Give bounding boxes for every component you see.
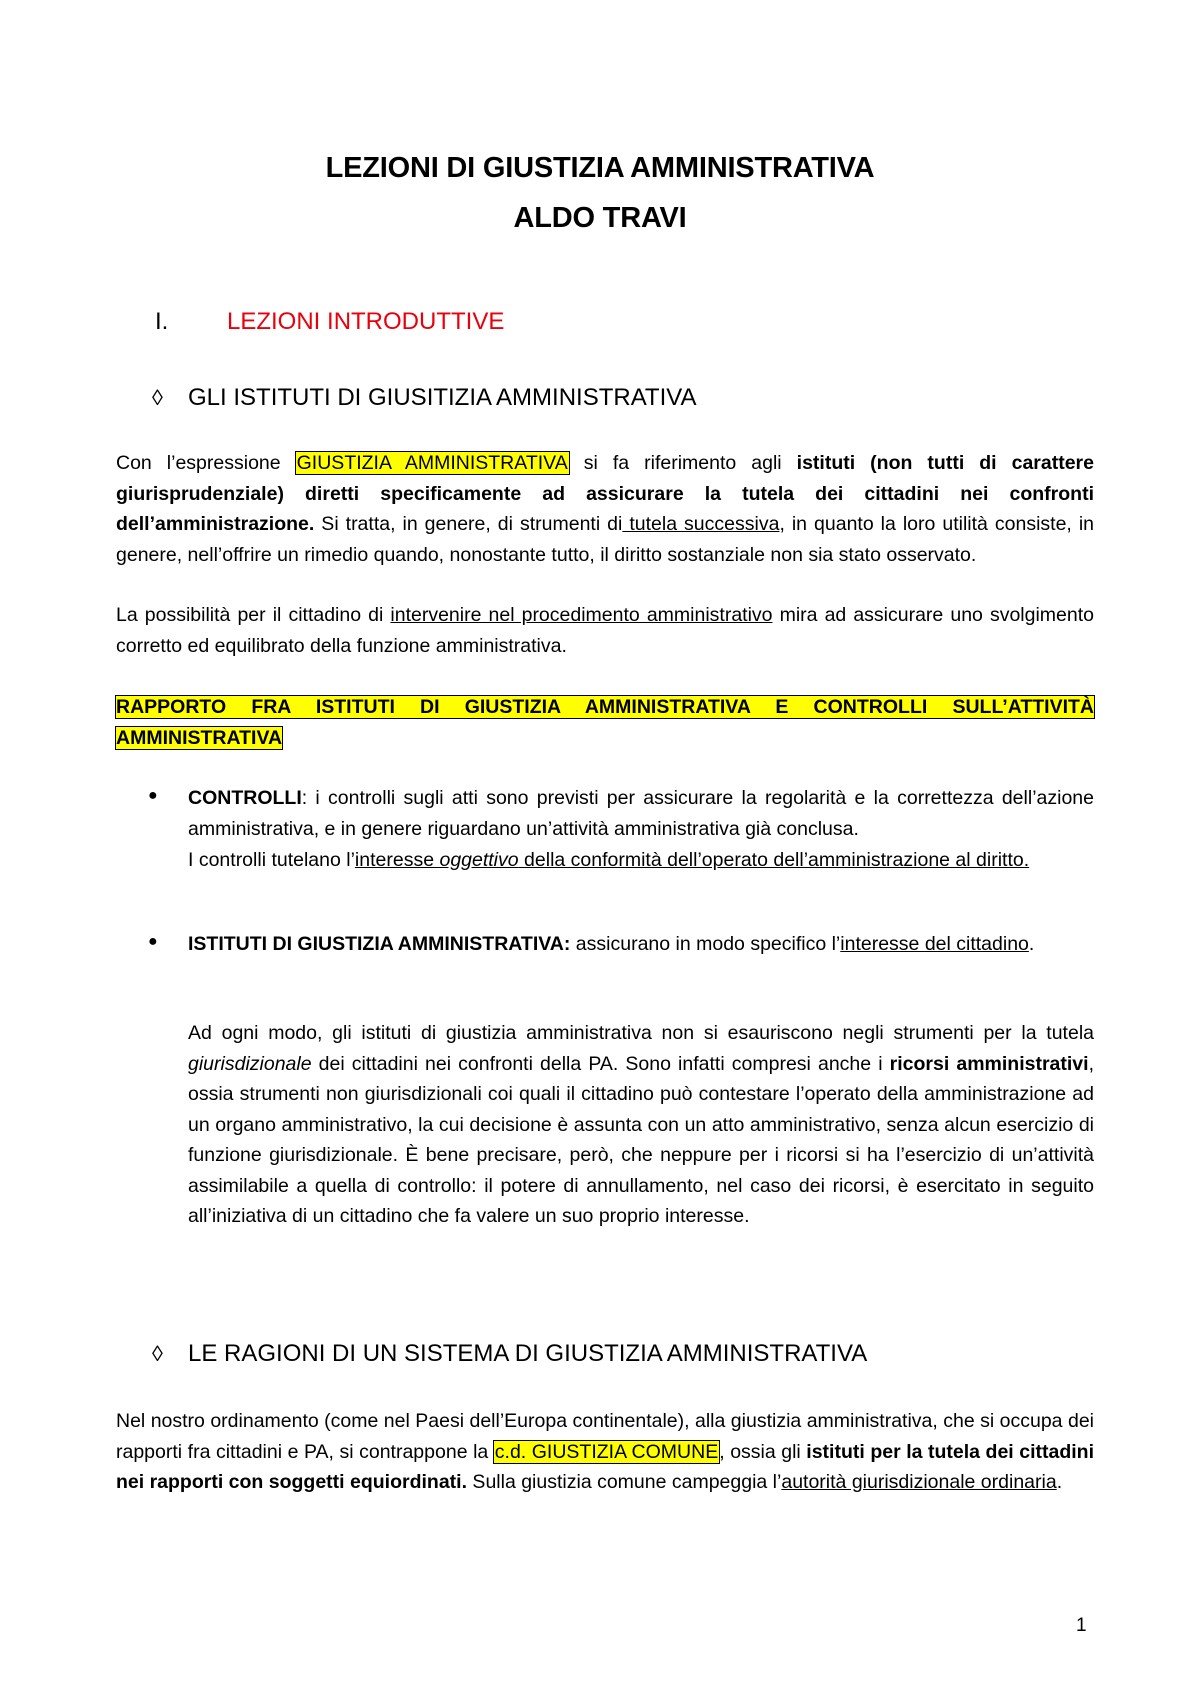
underlined-text [355, 849, 1029, 871]
bullet-icon: ● [148, 933, 158, 950]
bold-text: istituti per la tutela dei cittadini nei rapporti con soggetti equiordinati. [116, 1440, 1095, 1493]
section-title: LE RAGIONI DI UN SISTEMA DI GIUSTIZIA AMMINISTRATIVA [188, 1340, 868, 1367]
diamond-icon: ◊ [152, 385, 163, 410]
bold-text: ISTITUTI DI GIUSTIZIA AMMINISTRATIVA: [188, 933, 571, 955]
underlined-text: interesse del cittadino [840, 933, 1029, 955]
chapter-title: LEZIONI INTRODUTTIVE [227, 308, 505, 335]
underlined-text: autorità giurisdizionale ordinaria [781, 1471, 1057, 1493]
paragraph-procedure [116, 600, 1094, 661]
text-span: si fa riferimento agli [568, 452, 797, 474]
underlined-text: tutela successiva [622, 513, 780, 535]
text-span: Nel nostro ordinamento (come nel Paesi dell’Europa continentale), alla giustizia amministrativa, che si occupa dei rapporti fra cittadini e PA, si contrappone la [116, 1410, 1094, 1463]
paragraph-ricorsi [188, 1018, 1094, 1232]
text-span: , ossia strumenti non giurisdizionali coi quali il cittadino può contestare l’operato della amministrazione ad un organo amministrativo, la cui decisione è assunta con un atto amministrativo, senza alcun esercizio di funzione giurisdizionale. È bene precisare, però, che neppure per i ricorsi si ha l’esercizio di un’attività assimilabile a quella di controllo: il potere di annullamento, nel caso dei ricorsi, è esercitato in seguito all’iniziativa di un cittadino che fa valere un suo proprio interesse. [188, 1052, 1094, 1227]
text-span: , in quanto la loro utilità consiste, in genere, nell’offrire un rimedio quando, nonostante tutto, il diritto sostanziale non sia stato osservato. [116, 513, 1095, 566]
highlighted-term: GIUSTIZIA AMMINISTRATIVA [296, 452, 568, 474]
bullet-controlli [188, 783, 1094, 844]
text-span: dei cittadini nei confronti della PA. Sono infatti compresi anche i [311, 1052, 890, 1075]
text-span: Sulla giustizia comune campeggia l’ [467, 1471, 782, 1493]
text-span: , ossia gli [719, 1440, 807, 1463]
paragraph-definition [116, 448, 1094, 570]
text-span: mira ad assicurare uno svolgimento corretto ed equilibrato della funzione amministrativa. [116, 604, 1094, 657]
text-span: della conformità dell’operato dell’amministrazione al diritto. [518, 849, 1030, 871]
text-span: . [1056, 1471, 1063, 1493]
italic-text: giurisdizionale [188, 1052, 312, 1075]
bold-text: CONTROLLI [188, 787, 302, 809]
paragraph-giustizia-comune [116, 1406, 1094, 1498]
bold-text: ricorsi amministrativi [889, 1052, 1089, 1075]
section-title: GLI ISTITUTI DI GIUSITIZIA AMMINISTRATIVA [188, 384, 697, 411]
section-heading-2 [152, 1340, 867, 1368]
document-title: LEZIONI DI GIUSTIZIA AMMINISTRATIVA [325, 152, 875, 184]
underlined-text: intervenire nel procedimento amministrativo [390, 604, 773, 626]
text-span: La possibilità per il cittadino di [116, 604, 391, 626]
bullet-controlli-note [188, 845, 1094, 876]
document-author: ALDO TRAVI [513, 202, 687, 234]
text-span: : i controlli sugli atti sono previsti per assicurare la regolarità e la correttezza dell’azione amministrativa, e in genere riguardano un’attività amministrativa già conclusa. [188, 787, 1094, 840]
bullet-istituti [188, 929, 1094, 960]
text-span: interesse [354, 849, 440, 871]
bold-text: istituti (non tutti di carattere giurisprudenziale) diretti specificamente ad assicurare la tutela dei cittadini nei confronti dell’amministrazione. [116, 452, 1094, 535]
text-span: Si tratta, in genere, di strumenti di [314, 513, 623, 535]
text-span: Ad ogni modo, gli istituti di giustizia amministrativa non si esauriscono negli strumenti per la tutela [188, 1022, 1094, 1044]
text-span: Con l’espressione [116, 452, 296, 474]
highlighted-term: c.d. GIUSTIZIA COMUNE [494, 1440, 719, 1463]
diamond-icon: ◊ [152, 1341, 163, 1366]
chapter-heading [155, 308, 504, 336]
text-span: I controlli tutelano l’ [188, 849, 355, 871]
text-span: assicurano in modo specifico l’ [570, 933, 841, 955]
highlighted-heading [116, 692, 1094, 753]
section-heading-1 [152, 384, 697, 412]
highlighted-heading-text: RAPPORTO FRA ISTITUTI DI GIUSTIZIA AMMINISTRATIVA E CONTROLLI SULL’ATTIVITÀ AMMINISTRATIVA [116, 696, 1094, 749]
chapter-number: I. [155, 308, 169, 335]
page-number: 1 [1076, 1615, 1087, 1636]
text-span: . [1028, 933, 1035, 955]
italic-text: oggettivo [439, 849, 519, 871]
bullet-icon: ● [148, 787, 158, 804]
